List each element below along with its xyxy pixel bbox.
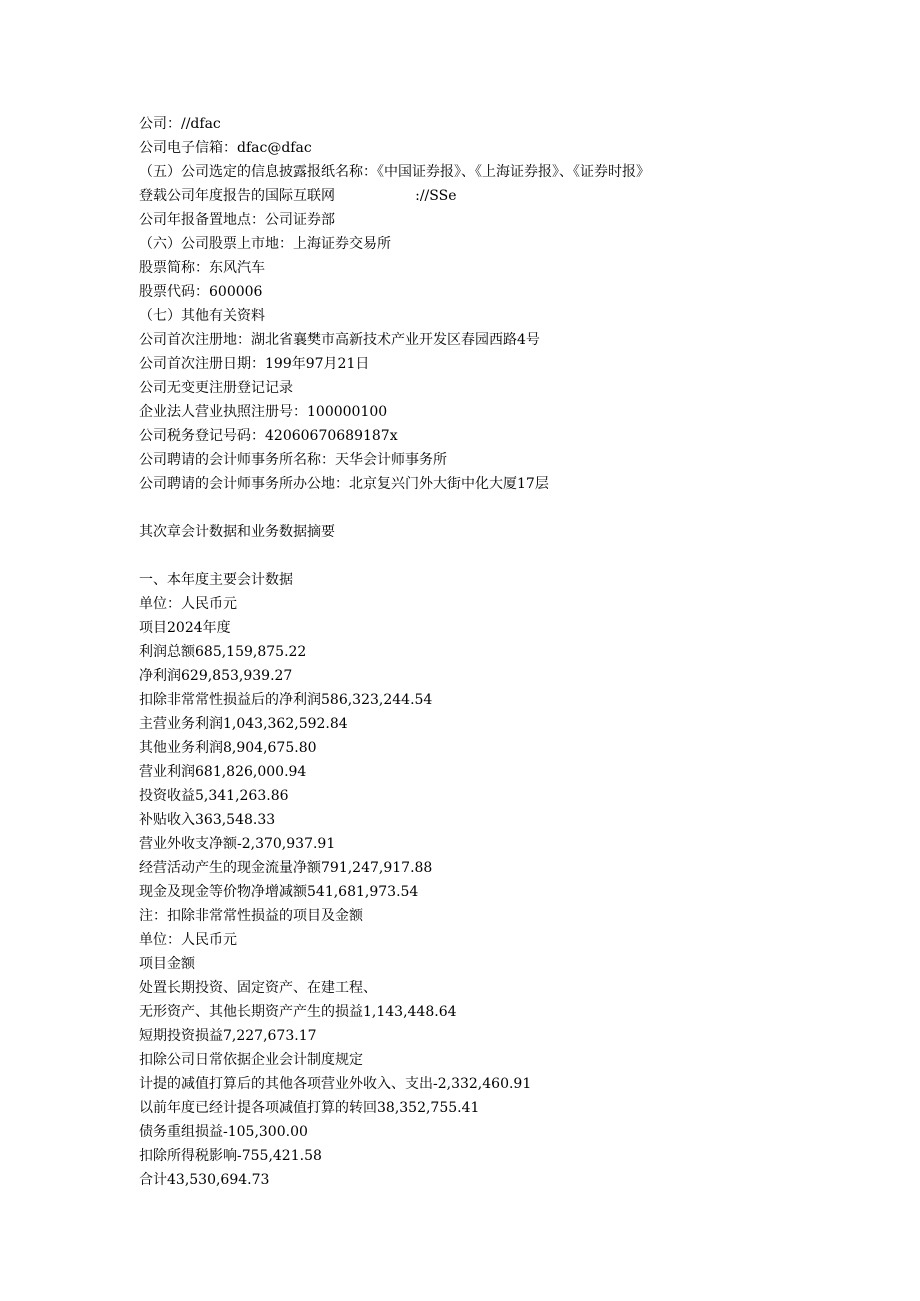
business-license-number: 企业法人营业执照注册号：100000100 <box>139 404 388 420</box>
table-header: 项目金额 <box>139 956 195 972</box>
note-heading: 注：扣除非常常性损益的项目及金额 <box>139 908 363 924</box>
registration-date: 公司首次注册日期：199年97月21日 <box>139 356 370 372</box>
data-row: 经营活动产生的现金流量净额791,247,917.88 <box>139 860 433 876</box>
registered-address: 公司首次注册地：湖北省襄樊市高新技术产业开发区春园西路4号 <box>139 332 540 348</box>
report-filing-location: 公司年报备置地点：公司证券部 <box>139 212 335 228</box>
data-row: 无形资产、其他长期资产产生的损益1,143,448.64 <box>139 1004 457 1020</box>
other-info-heading: （七）其他有关资料 <box>139 308 265 324</box>
section-heading: 一、本年度主要会计数据 <box>139 572 293 588</box>
company-info-section <box>139 112 839 496</box>
data-row: 补贴收入363,548.33 <box>139 812 276 828</box>
registration-change-record: 公司无变更注册登记记录 <box>139 380 293 396</box>
unit-label: 单位：人民币元 <box>139 596 237 612</box>
data-row: 其他业务利润8,904,675.80 <box>139 740 317 756</box>
data-row: 短期投资损益7,227,673.17 <box>139 1028 317 1044</box>
data-row: 营业外收支净额-2,370,937.91 <box>139 836 336 852</box>
data-row: 处置长期投资、固定资产、在建工程、 <box>139 980 377 996</box>
company-website: 公司：//dfac <box>139 116 221 132</box>
disclosure-newspapers: （五）公司选定的信息披露报纸名称：《中国证券报》、《上海证券报》、《证券时报》 <box>139 164 650 180</box>
data-row: 债务重组损益-105,300.00 <box>139 1124 308 1140</box>
tax-registration-number: 公司税务登记号码：42060670689187x <box>139 428 398 444</box>
data-row: 以前年度已经计提各项减值打算的转回38,352,755.41 <box>139 1100 480 1116</box>
accounting-data-section <box>139 568 839 1192</box>
spacer <box>139 544 839 568</box>
company-email: 公司电子信箱：dfac@dfac <box>139 140 312 156</box>
stock-exchange: （六）公司股票上市地：上海证券交易所 <box>139 236 391 252</box>
chapter-title: 其次章会计数据和业务数据摘要 <box>139 524 335 540</box>
data-row: 投资收益5,341,263.86 <box>139 788 289 804</box>
data-row: 净利润629,853,939.27 <box>139 668 293 684</box>
data-row: 利润总额685,159,875.22 <box>139 644 307 660</box>
data-row: 扣除所得税影响-755,421.58 <box>139 1148 322 1164</box>
accounting-firm-name: 公司聘请的会计师事务所名称：天华会计师事务所 <box>139 452 447 468</box>
data-row: 营业利润681,826,000.94 <box>139 764 307 780</box>
stock-short-name: 股票简称：东风汽车 <box>139 260 265 276</box>
total-row: 合计43,530,694.73 <box>139 1172 270 1188</box>
data-row: 主营业务利润1,043,362,592.84 <box>139 716 348 732</box>
data-row: 现金及现金等价物净增减额541,681,973.54 <box>139 884 419 900</box>
data-row: 计提的减值打算后的其他各项营业外收入、支出-2,332,460.91 <box>139 1076 532 1092</box>
spacer <box>139 496 839 520</box>
unit-label: 单位：人民币元 <box>139 932 237 948</box>
annual-report-website: 登载公司年度报告的国际互联网 ://SSe <box>139 188 457 204</box>
data-row: 扣除非常常性损益后的净利润586,323,244.54 <box>139 692 433 708</box>
stock-code: 股票代码：600006 <box>139 284 263 300</box>
data-row: 扣除公司日常依据企业会计制度规定 <box>139 1052 363 1068</box>
document-page <box>139 112 839 1192</box>
accounting-firm-address: 公司聘请的会计师事务所办公地：北京复兴门外大街中化大厦17层 <box>139 476 549 492</box>
table-header: 项目2024年度 <box>139 620 231 636</box>
